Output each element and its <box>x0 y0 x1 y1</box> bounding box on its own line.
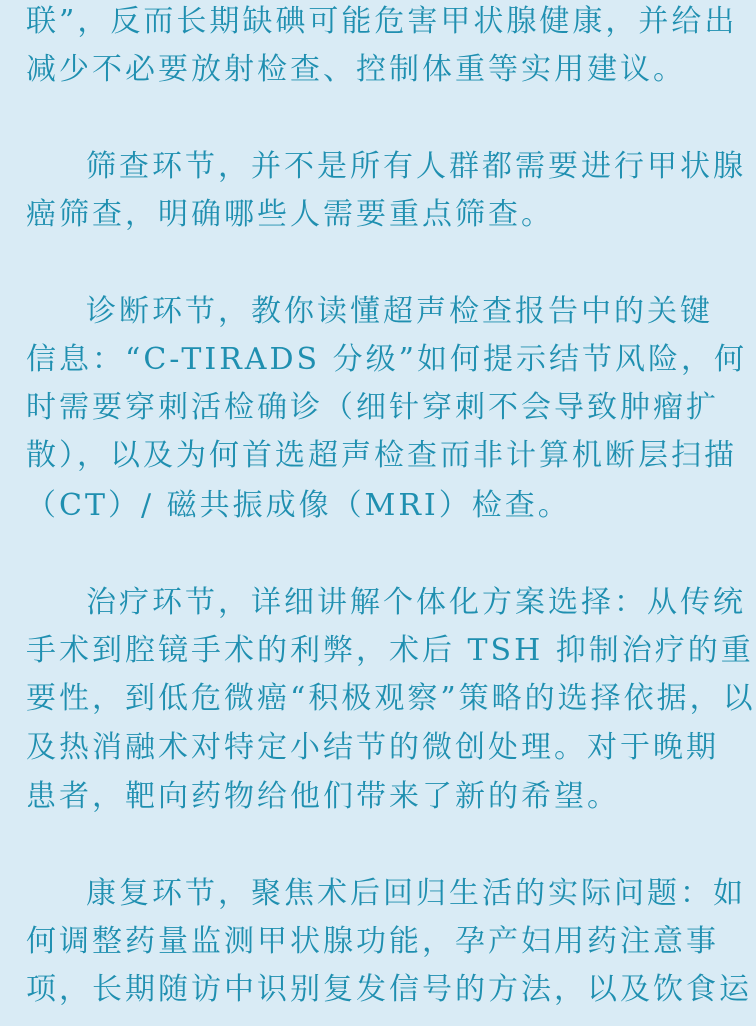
paragraph-1-line-2: 减少不必要放射检查、控制体重等实用建议。 <box>26 52 686 87</box>
paragraph-3-line-3: 时需要穿刺活检确诊（细针穿刺不会导致肿瘤扩 <box>26 390 719 425</box>
paragraph-4-line-2: 手术到腔镜手术的利弊，术后 TSH 抑制治疗的重 <box>26 633 754 668</box>
paragraph-3-line-1: 诊断环节，教你读懂超声检查报告中的关键 <box>86 294 713 329</box>
paragraph-4-line-1: 治疗环节，详细讲解个体化方案选择：从传统 <box>86 585 746 620</box>
paragraph-4-line-3: 要性，到低危微癌“积极观察”策略的选择依据，以 <box>26 681 756 716</box>
paragraph-3-line-2: 信息：“C-TIRADS 分级”如何提示结节风险，何 <box>26 342 747 377</box>
paragraph-5-line-3: 项，长期随访中识别复发信号的方法，以及饮食运 <box>26 972 752 1007</box>
paragraph-3-line-4: 散），以及为何首选超声检查而非计算机断层扫描 <box>26 438 737 473</box>
paragraph-5-line-2: 何调整药量监测甲状腺功能，孕产妇用药注意事 <box>26 924 719 959</box>
paragraph-4-line-4: 及热消融术对特定小结节的微创处理。对于晚期 <box>26 730 719 765</box>
paragraph-3-line-5: （CT）/ 磁共振成像（MRI）检查。 <box>26 488 571 523</box>
paragraph-2-line-1: 筛查环节，并不是所有人群都需要进行甲状腺 <box>86 149 746 184</box>
paragraph-2-line-2: 癌筛查，明确哪些人需要重点筛查。 <box>26 197 554 232</box>
paragraph-4-line-5: 患者，靶向药物给他们带来了新的希望。 <box>26 779 620 814</box>
paragraph-5-line-1: 康复环节，聚焦术后回归生活的实际问题：如 <box>86 876 746 911</box>
paragraph-1-line-1: 联”，反而长期缺碘可能危害甲状腺健康，并给出 <box>26 4 738 39</box>
